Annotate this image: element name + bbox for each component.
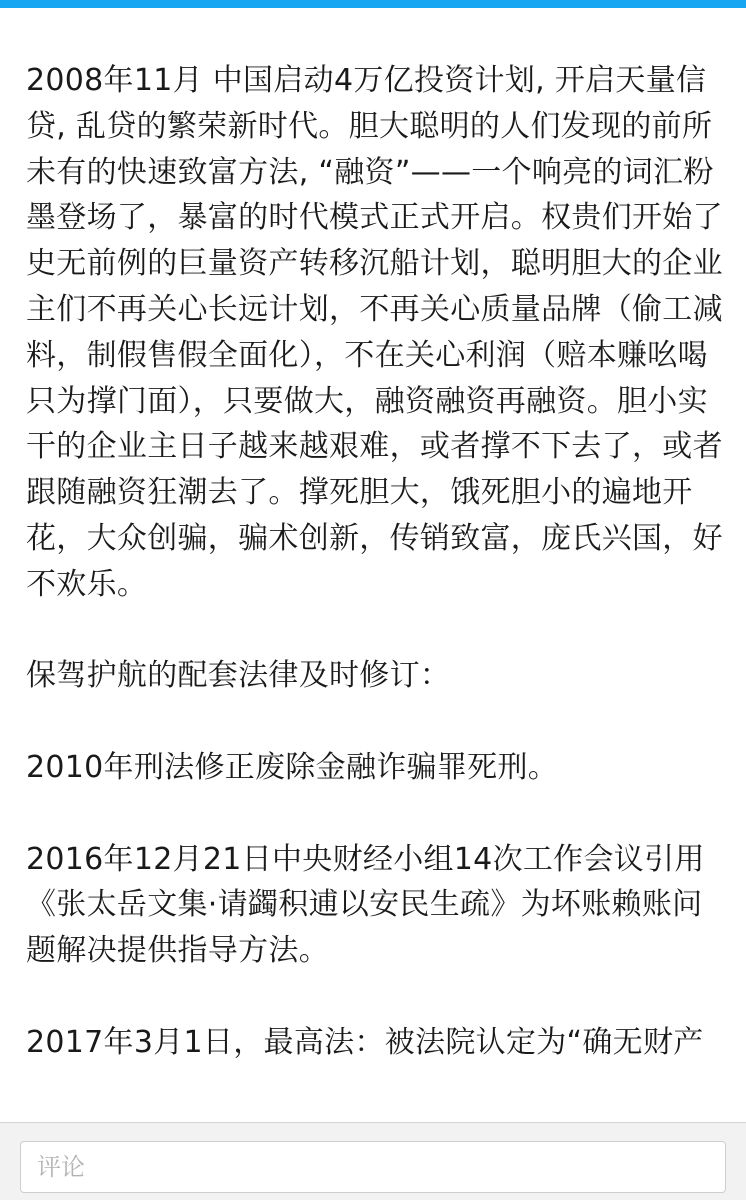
article-body xyxy=(26,58,726,1111)
comment-input[interactable] xyxy=(20,1141,726,1193)
paragraph-2017-supreme-court: 2017年3月1日，最高法：被法院认定为“确无财产 xyxy=(26,1024,704,1060)
comment-bar xyxy=(0,1122,746,1200)
paragraph-2016-meeting: 2016年12月21日中央财经小组14次工作会议引用《张太岳文集·请蠲积逋以安民生疏》为坏账赖账问题解决提供指导方法。 xyxy=(26,841,705,969)
top-accent-bar xyxy=(0,0,746,8)
paragraph-laws-intro: 保驾护航的配套法律及时修订： xyxy=(26,658,451,694)
paragraph-2010-criminal-law: 2010年刑法修正废除金融诈骗罪死刑。 xyxy=(26,749,559,785)
paragraph-investment-plan: 2008年11月 中国启动4万亿投资计划, 开启天量信贷, 乱贷的繁荣新时代。胆大聪明的人们发现的前所未有的快速致富方法, “融资”——一个响亮的词汇粉墨登场了，暴富的时代模式正式开启。权贵们开始了史无前例的巨量资产转移沉船计划，聪明胆大的企业主们不再关心长远计划，不再关心质量品牌（偷工减料，制假售假全面化），不在关心利润（赔本赚吆喝只为撑门面），只要做大，融资融资再融资。胆小实干的企业主日子越来越艰难，或者撑不下去了，或者跟随融资狂潮去了。撑死胆大，饿死胆小的遍地开花，大众创骗，骗术创新，传销致富，庞氏兴国，好不欢乐。 xyxy=(26,63,723,602)
